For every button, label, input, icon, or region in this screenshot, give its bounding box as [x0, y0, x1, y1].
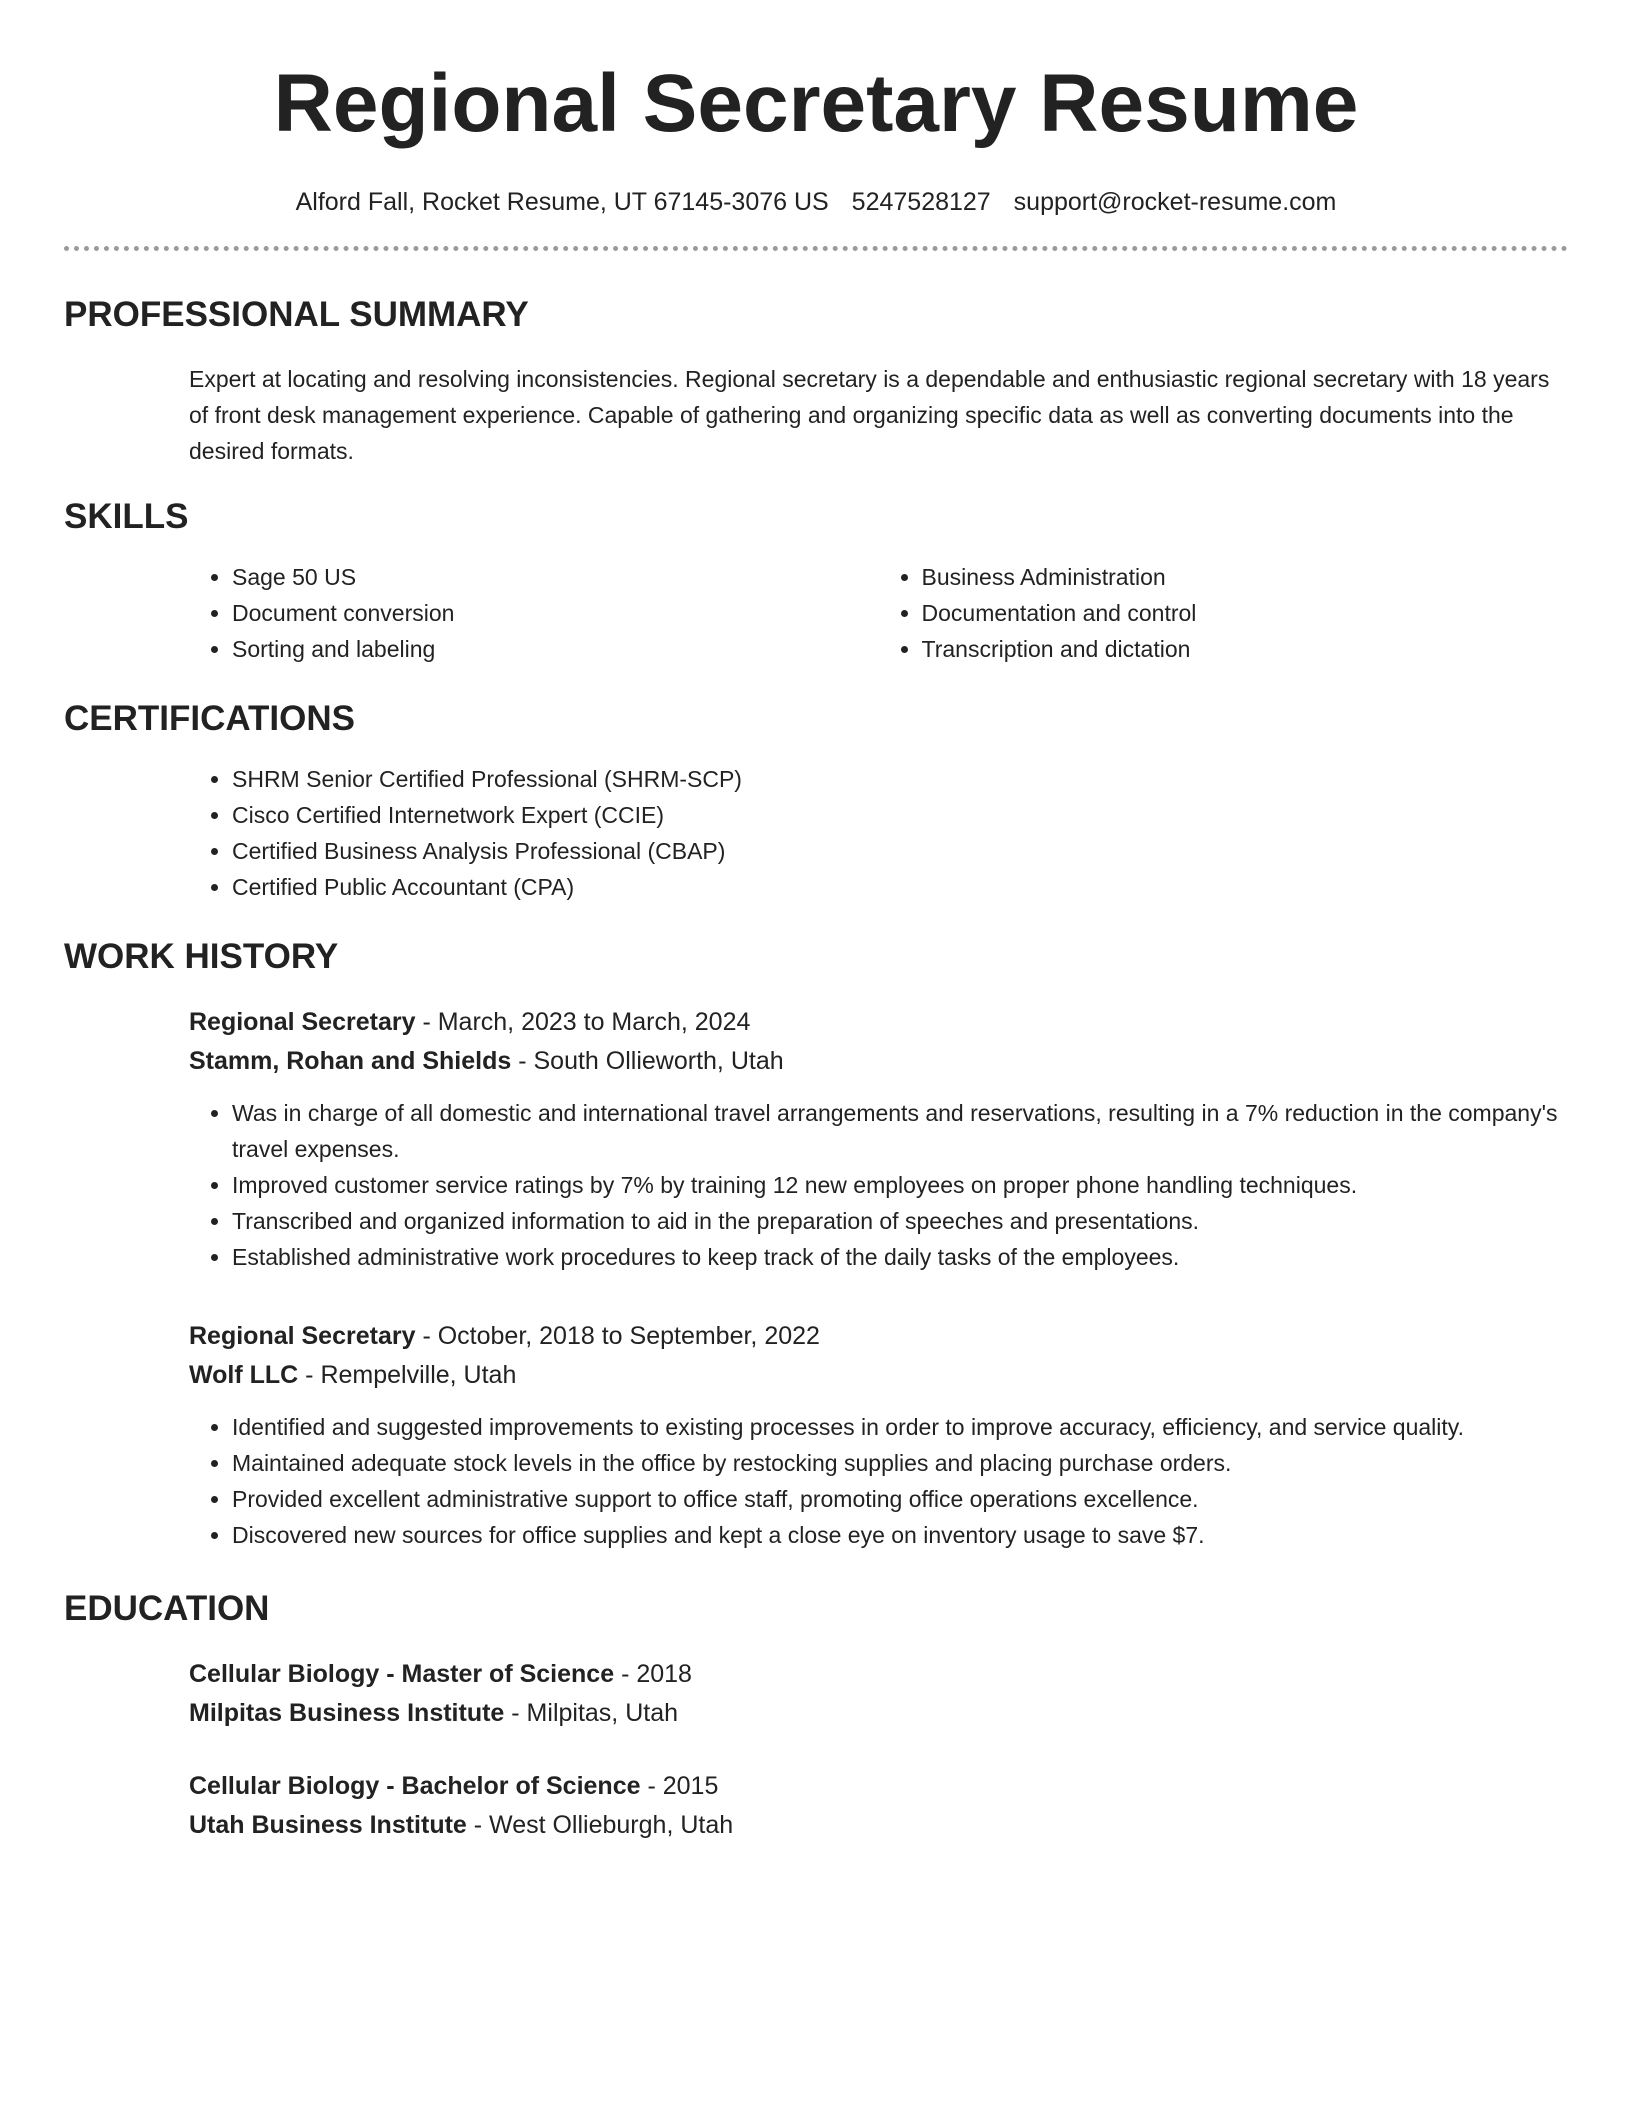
job-dates: - October, 2018 to September, 2022: [415, 1322, 820, 1350]
section-title-certifications: CERTIFICATIONS: [64, 699, 356, 738]
job-bullet: • Improved customer service ratings by 7% by training 12 new employees on proper phone handling techniques.: [232, 1167, 1568, 1203]
education-entry: [189, 1767, 1568, 1845]
skill-item: • Documentation and control: [922, 595, 1569, 631]
contact-address: Alford Fall, Rocket Resume, UT 67145-3076 US: [295, 188, 829, 216]
contact-phone: 5247528127: [851, 188, 991, 216]
school-line: [189, 1694, 1568, 1733]
section-title-work-history: WORK HISTORY: [64, 937, 339, 976]
skills-list-left: [189, 559, 879, 667]
certifications-list: [189, 761, 1568, 905]
degree-year: - 2015: [640, 1772, 719, 1800]
job-role: Regional Secretary: [189, 1008, 416, 1036]
skills-section: [64, 495, 1568, 667]
school-location: - West Ollieburgh, Utah: [466, 1811, 734, 1839]
section-title-education: EDUCATION: [64, 1589, 270, 1628]
job-bullets: [189, 1095, 1568, 1275]
section-title-summary: PROFESSIONAL SUMMARY: [64, 295, 529, 334]
school-location: - Milpitas, Utah: [504, 1699, 679, 1727]
contact-email: support@rocket-resume.com: [1013, 188, 1337, 216]
job-title-line: [189, 1003, 1568, 1042]
job-bullet: • Maintained adequate stock levels in the office by restocking supplies and placing purchase orders.: [232, 1445, 1568, 1481]
certification-item: • SHRM Senior Certified Professional (SHRM-SCP): [232, 761, 1568, 797]
job-location: - Rempelville, Utah: [298, 1361, 517, 1389]
job-entry: [189, 1317, 1568, 1553]
certification-item: • Certified Business Analysis Professional (CBAP): [232, 833, 1568, 869]
job-bullet: • Discovered new sources for office supplies and kept a close eye on inventory usage to save $7.: [232, 1517, 1568, 1553]
page-title: Regional Secretary Resume: [273, 58, 1359, 149]
skill-item: • Business Administration: [922, 559, 1569, 595]
job-company: Stamm, Rohan and Shields: [189, 1047, 512, 1075]
degree-name: Cellular Biology - Master of Science: [189, 1660, 615, 1688]
education-entry: [189, 1655, 1568, 1733]
job-bullet: • Identified and suggested improvements to existing processes in order to improve accuracy, efficiency, and service quality.: [232, 1409, 1568, 1445]
summary-section: [64, 293, 1568, 469]
job-dates: - March, 2023 to March, 2024: [415, 1008, 751, 1036]
degree-name: Cellular Biology - Bachelor of Science: [189, 1772, 641, 1800]
job-entry: [189, 1003, 1568, 1275]
education-section: [64, 1587, 1568, 1845]
work-history-section: [64, 935, 1568, 1553]
certification-item: • Certified Public Accountant (CPA): [232, 869, 1568, 905]
job-company: Wolf LLC: [189, 1361, 299, 1389]
skill-item: • Document conversion: [232, 595, 879, 631]
job-bullet: • Was in charge of all domestic and international travel arrangements and reservations, resulting in a 7% reduction in the company's travel expenses.: [232, 1095, 1568, 1167]
degree-year: - 2018: [614, 1660, 692, 1688]
job-bullets: [189, 1409, 1568, 1553]
skill-item: • Sage 50 US: [232, 559, 879, 595]
header-divider: [64, 246, 1568, 251]
job-title-line: [189, 1317, 1568, 1356]
summary-text: Expert at locating and resolving inconsistencies. Regional secretary is a dependable and enthusiastic regional secretary with 18 years of front desk management experience. Capable of gathering and organizing specific data as well as converting documents into the desired formats.: [189, 366, 1550, 464]
certifications-section: [64, 697, 1568, 905]
job-role: Regional Secretary: [189, 1322, 416, 1350]
job-bullet: • Transcribed and organized information to aid in the preparation of speeches and presentations.: [232, 1203, 1568, 1239]
skill-item: • Sorting and labeling: [232, 631, 879, 667]
certification-item: • Cisco Certified Internetwork Expert (CCIE): [232, 797, 1568, 833]
contact-line: [64, 186, 1568, 218]
school-name: Utah Business Institute: [189, 1811, 467, 1839]
job-bullet: • Provided excellent administrative support to office staff, promoting office operations excellence.: [232, 1481, 1568, 1517]
job-location: - South Ollieworth, Utah: [511, 1047, 784, 1075]
school-line: [189, 1806, 1568, 1845]
section-title-skills: SKILLS: [64, 497, 189, 536]
resume-header: [64, 0, 1568, 251]
school-name: Milpitas Business Institute: [189, 1699, 505, 1727]
degree-line: [189, 1767, 1568, 1806]
skills-grid: [189, 559, 1568, 667]
skills-list-right: [879, 559, 1569, 667]
job-bullet: • Established administrative work procedures to keep track of the daily tasks of the employees.: [232, 1239, 1568, 1275]
job-company-line: [189, 1042, 1568, 1081]
skill-item: • Transcription and dictation: [922, 631, 1569, 667]
degree-line: [189, 1655, 1568, 1694]
job-company-line: [189, 1356, 1568, 1395]
